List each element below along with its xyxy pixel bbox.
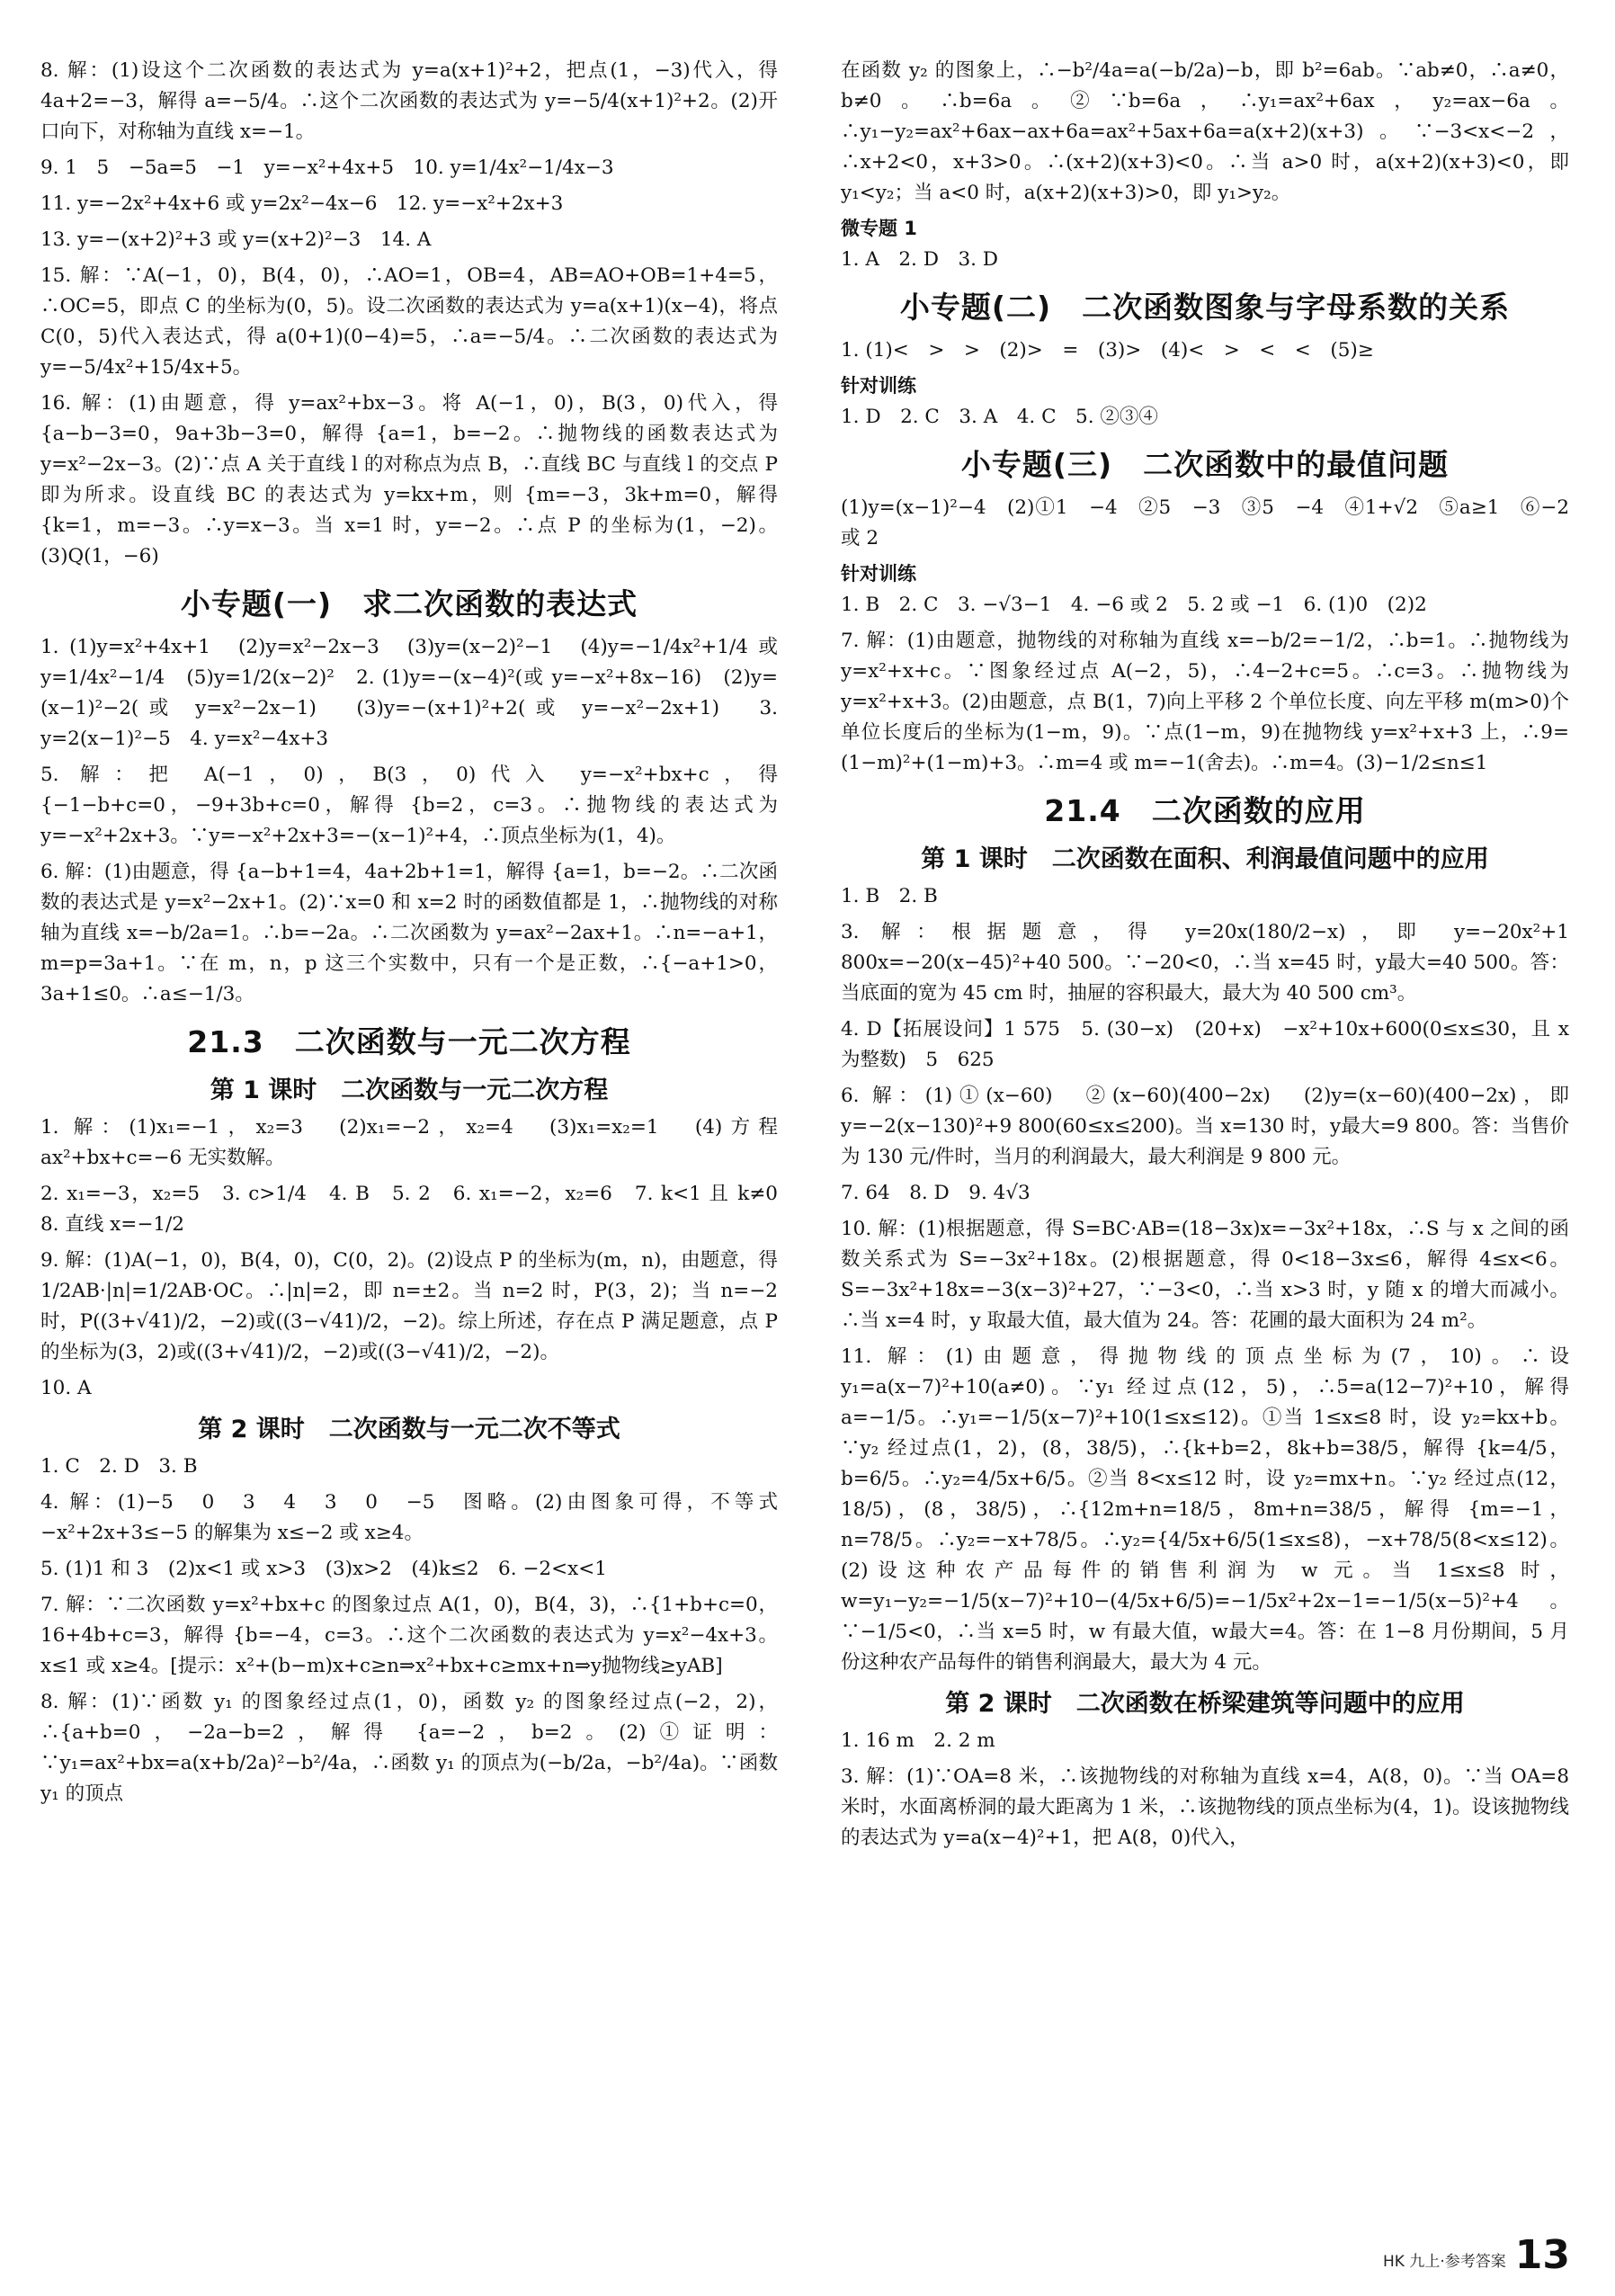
zt2-practice-answers: 1. D 2. C 3. A 4. C 5. ②③④	[841, 406, 1158, 428]
k2-answer-8: 8. 解：(1)∵函数 y₁ 的图象经过点(1，0)，函数 y₂ 的图象经过点(−2，2)，∴{a+b=0，−2a−b=2，解得 {a=−2，b=2。(2)①证明：∵y₁=ax²+bx=a(x+b/2a)²−b²/4a，∴函数 y₁ 的顶点为(−b/2a，−b²/4a)。∵函数 y₁ 的顶点	[40, 1691, 784, 1805]
k2-answer-7: 7. 解：∵二次函数 y=x²+bx+c 的图象过点 A(1，0)，B(4，3)，∴{1+b+c=0，16+4b+c=3，解得 {b=−4，c=3。∴这个二次函数的表达式为 y=x²−4x+3。x≤1 或 x≥4。[提示：x²+(b−m)x+c≥n⇒x²+bx+c≥mx+n⇒y抛物线≥yAB]	[40, 1594, 778, 1677]
lesson-title-2: 第 2 课时 二次函数与一元二次不等式	[198, 1416, 620, 1443]
k1-answer-9: 9. 解：(1)A(−1，0)，B(4，0)，C(0，2)。(2)设点 P 的坐标为(m，n)，由题意，得 1/2AB·|n|=1/2AB·OC。∴|n|=2，即 n=±2。当 n=2 时，P(3，2)；当 n=−2 时，P((3+√41)/2，−2)或((3−√41)/2，−2)。综上所述，存在点 P 满足题意，点 P 的坐标为(3，2)或((3+√41)/2，−2)或((3−√41)/2，−2)。	[40, 1249, 784, 1363]
k3-answers-1-2: 1. B 2. B	[841, 885, 938, 907]
section-title-zt2: 小专题(二) 二次函数图象与字母系数的关系	[899, 290, 1511, 325]
k4-answers-1-2: 1. 16 m 2. 2 m	[841, 1729, 995, 1752]
micro-topic-answers: 1. A 2. D 3. D	[841, 248, 999, 271]
lesson-title-3: 第 1 课时 二次函数在面积、利润最值问题中的应用	[921, 845, 1489, 873]
k1-answer-10: 10. A	[40, 1377, 92, 1399]
k4-answer-3: 3. 解：(1)∵OA=8 米，∴该抛物线的对称轴为直线 x=4，A(8，0)。∵当 OA=8 米时，水面离桥洞的最大距离为 1 米，∴该抛物线的顶点坐标为(4，1)。设该抛物线的表达式为 y=a(x−4)²+1，把 A(8，0)代入，	[841, 1765, 1575, 1849]
lesson-title-1: 第 1 课时 二次函数与一元二次方程	[210, 1077, 609, 1104]
zt1-answer-6: 6. 解：(1)由题意，得 {a−b+1=4，4a+2b+1=1，解得 {a=1，b=−2。∴二次函数的表达式是 y=x²−2x+1。(2)∵x=0 和 x=2 时的函数值都是 1，∴抛物线的对称轴为直线 x=−b/2a=1。∴b=−2a。∴二次函数为 y=ax²−2ax+1。∴n=−a+1，m=p=3a+1。∵在 m，n，p 这三个实数中，只有一个是正数，∴{−a+1>0，3a+1≤0。∴a≤−1/3。	[40, 861, 778, 1005]
k3-answers-7-9: 7. 64 8. D 9. 4√3	[841, 1182, 1031, 1204]
k1-answers-2-8: 2. x₁=−3，x₂=5 3. c>1/4 4. B 5. 2 6. x₁=−2，x₂=6 7. k<1 且 k≠0 8. 直线 x=−1/2	[40, 1183, 798, 1236]
answer-q16: 16. 解：(1)由题意，得 y=ax²+bx−3。将 A(−1，0)，B(3，0)代入，得 {a−b−3=0，9a+3b−3=0，解得 {a=1，b=−2。∴抛物线的函数表达式为 y=x²−2x−3。(2)∵点 A 关于直线 l 的对称点为点 B，∴直线 BC 与直线 l 的交点 P 即为所求。设直线 BC 的表达式为 y=kx+m，则 {m=−3，3k+m=0，解得 {k=1，m=−3。∴y=x−3。当 x=1 时，y=−2。∴点 P 的坐标为(1，−2)。(3)Q(1，−6)	[40, 392, 784, 567]
micro-topic-label: 微专题 1	[841, 218, 917, 239]
footer-label: HK 九上·参考答案	[1383, 2253, 1506, 2271]
zt3-practice-answers: 1. B 2. C 3. −√3−1 4. −6 或 2 5. 2 或 −1 6. (1)0 (2)2	[841, 594, 1427, 616]
zt1-answers-1-4: 1. (1)y=x²+4x+1 (2)y=x²−2x−3 (3)y=(x−2)²−1 (4)y=−1/4x²+1/4 或 y=1/4x²−1/4 (5)y=1/2(x−2)² 2. (1)y=−(x−4)²(或 y=−x²+8x−16) (2)y=(x−1)²−2(或 y=x²−2x−1) (3)y=−(x+1)²+2(或 y=−x²−2x+1) 3. y=2(x−1)²−5 4. y=x²−4x+3	[40, 636, 784, 750]
k2-answers-1-3: 1. C 2. D 3. B	[40, 1455, 198, 1478]
answer-q8: 8. 解：(1)设这个二次函数的表达式为 y=a(x+1)²+2，把点(1，−3)代入，得 4a+2=−3，解得 a=−5/4。∴这个二次函数的表达式为 y=−5/4(x+1)²+2。(2)开口向下，对称轴为直线 x=−1。	[40, 59, 784, 143]
section-title-21-4: 21.4 二次函数的应用	[1044, 793, 1366, 828]
section-title-zt3: 小专题(三) 二次函数中的最值问题	[960, 447, 1450, 482]
right-column	[841, 56, 1575, 1859]
zt1-answer-5: 5. 解：把 A(−1，0)，B(3，0)代入 y=−x²+bx+c，得 {−1−b+c=0，−9+3b+c=0，解得 {b=2，c=3。∴抛物线的表达式为 y=−x²+2x+3。∵y=−x²+2x+3=−(x−1)²+4，∴顶点坐标为(1，4)。	[40, 764, 784, 847]
answer-q9-10: 9. 1 5 −5a=5 −1 y=−x²+4x+5 10. y=1/4x²−1/4x−3	[40, 156, 614, 179]
k2-answer-4: 4. 解：(1)−5 0 3 4 3 0 −5 图略。(2)由图象可得，不等式 −x²+2x+3≤−5 的解集为 x≤−2 或 x≥4。	[40, 1491, 784, 1544]
section-title-21-3: 21.3 二次函数与一元二次方程	[187, 1024, 631, 1059]
answer-q13-14: 13. y=−(x+2)²+3 或 y=(x+2)²−3 14. A	[40, 228, 432, 251]
k3-answer-6: 6. 解：(1)①(x−60) ②(x−60)(400−2x) (2)y=(x−60)(400−2x)，即 y=−2(x−130)²+9 800(60≤x≤200)。当 x=130 时，y最大=9 800。答：当售价为 130 元/件时，当月的利润最大，最大利润是 9 800 元。	[841, 1085, 1575, 1168]
practice-label-2: 针对训练	[841, 563, 916, 585]
lesson-title-4: 第 2 课时 二次函数在桥梁建筑等问题中的应用	[945, 1690, 1465, 1718]
k3-answer-10: 10. 解：(1)根据题意，得 S=BC·AB=(18−3x)x=−3x²+18x，∴S 与 x 之间的函数关系式为 S=−3x²+18x。(2)根据题意，得 0<18−3x≤6，解得 4≤x<6。S=−3x²+18x=−3(x−3)²+27，∵−3<0，∴当 x>3 时，y 随 x 的增大而减小。∴当 x=4 时，y 取最大值，最大值为 24。答：花圃的最大面积为 24 m²。	[841, 1218, 1569, 1332]
practice-label-1: 针对训练	[841, 375, 916, 397]
zt3-answer-1: (1)y=(x−1)²−4 (2)①1 −4 ②5 −3 ③5 −4 ④1+√2 ⑤a≥1 ⑥−2 或 2	[841, 496, 1575, 549]
zt3-answer-7: 7. 解：(1)由题意，抛物线的对称轴为直线 x=−b/2=−1/2，∴b=1。∴抛物线为 y=x²+x+c。∵图象经过点 A(−2，5)，∴4−2+c=5。∴c=3。∴抛物线为 y=x²+x+3。(2)由题意，点 B(1，7)向上平移 2 个单位长度、向左平移 m(m>0)个单位长度后的坐标为(1−m，9)。∵点(1−m，9)在抛物线 y=x²+x+3 上，∴9=(1−m)²+(1−m)+3。∴m=4 或 m=−1(舍去)。∴m=4。(3)−1/2≤n≤1	[841, 630, 1575, 774]
section-title-zt1: 小专题(一) 求二次函数的表达式	[180, 586, 638, 621]
k3-answers-4-5: 4. D【拓展设问】1 575 5. (30−x) (20+x) −x²+10x+600(0≤x≤30，且 x 为整数) 5 625	[841, 1018, 1575, 1071]
answer-q15: 15. 解：∵A(−1，0)，B(4，0)，∴AO=1，OB=4，AB=AO+OB=1+4=5，∴OC=5，即点 C 的坐标为(0，5)。设二次函数的表达式为 y=a(x+1)(x−4)，将点 C(0，5)代入表达式，得 a(0+1)(0−4)=5，∴a=−5/4。∴二次函数的表达式为 y=−5/4x²+15/4x+5。	[40, 264, 784, 379]
left-column	[40, 56, 798, 1815]
k1-answer-1: 1. 解：(1)x₁=−1，x₂=3 (2)x₁=−2，x₂=4 (3)x₁=x₂=1 (4)方程 ax²+bx+c=−6 无实数解。	[40, 1116, 784, 1169]
k3-answer-3: 3. 解：根据题意，得 y=20x(180/2−x)，即 y=−20x²+1 800x=−20(x−45)²+40 500。∵−20<0，∴当 x=45 时，y最大=40 500。答：当底面的宽为 45 cm 时，抽屉的容积最大，最大为 40 500 cm³。	[841, 921, 1575, 1005]
page-number: 13	[1514, 2232, 1570, 2278]
k3-answer-11: 11. 解：(1)由题意，得抛物线的顶点坐标为(7，10)。∴设 y₁=a(x−7)²+10(a≠0)。∵y₁ 经过点(12，5)，∴5=a(12−7)²+10，解得 a=−1/5。∴y₁=−1/5(x−7)²+10(1≤x≤12)。①当 1≤x≤8 时，设 y₂=kx+b。∵y₂ 经过点(1，2)，(8，38/5)，∴{k+b=2，8k+b=38/5，解得 {k=4/5，b=6/5。∴y₂=4/5x+6/5。②当 8<x≤12 时，设 y₂=mx+n。∵y₂ 经过点(12，18/5)，(8，38/5)，∴{12m+n=18/5，8m+n=38/5，解得 {m=−1，n=78/5。∴y₂=−x+78/5。∴y₂={4/5x+6/5(1≤x≤8)，−x+78/5(8<x≤12)。(2)设这种农产品每件的销售利润为 w 元。当 1≤x≤8 时，w=y₁−y₂=−1/5(x−7)²+10−(4/5x+6/5)=−1/5x²+2x−1=−1/5(x−5)²+4。∵−1/5<0，∴当 x=5 时，w 有最大值，w最大=4。答：在 1−8 月份期间，5 月份这种农产品每件的销售利润最大，最大为 4 元。	[841, 1345, 1575, 1674]
page-footer	[1383, 2232, 1570, 2278]
answer-q11-12: 11. y=−2x²+4x+6 或 y=2x²−4x−6 12. y=−x²+2x+3	[40, 192, 564, 215]
k2-answers-5-6: 5. (1)1 和 3 (2)x<1 或 x>3 (3)x>2 (4)k≤2 6. −2<x<1	[40, 1558, 607, 1580]
k2-answer-8-continued: 在函数 y₂ 的图象上，∴−b²/4a=a(−b/2a)−b，即 b²=6ab。∵ab≠0，∴a≠0，b≠0。∴b=6a。②∵b=6a，∴y₁=ax²+6ax，y₂=ax−6a。∴y₁−y₂=ax²+6ax−ax+6a=ax²+5ax+6a=a(x+2)(x+3)。∵−3<x<−2，∴x+2<0，x+3>0。∴(x+2)(x+3)<0。∴当 a>0 时，a(x+2)(x+3)<0，即 y₁<y₂；当 a<0 时，a(x+2)(x+3)>0，即 y₁>y₂。	[841, 59, 1575, 204]
zt2-answer-1: 1. (1)< > > (2)> = (3)> (4)< > < < (5)≥	[841, 339, 1374, 362]
